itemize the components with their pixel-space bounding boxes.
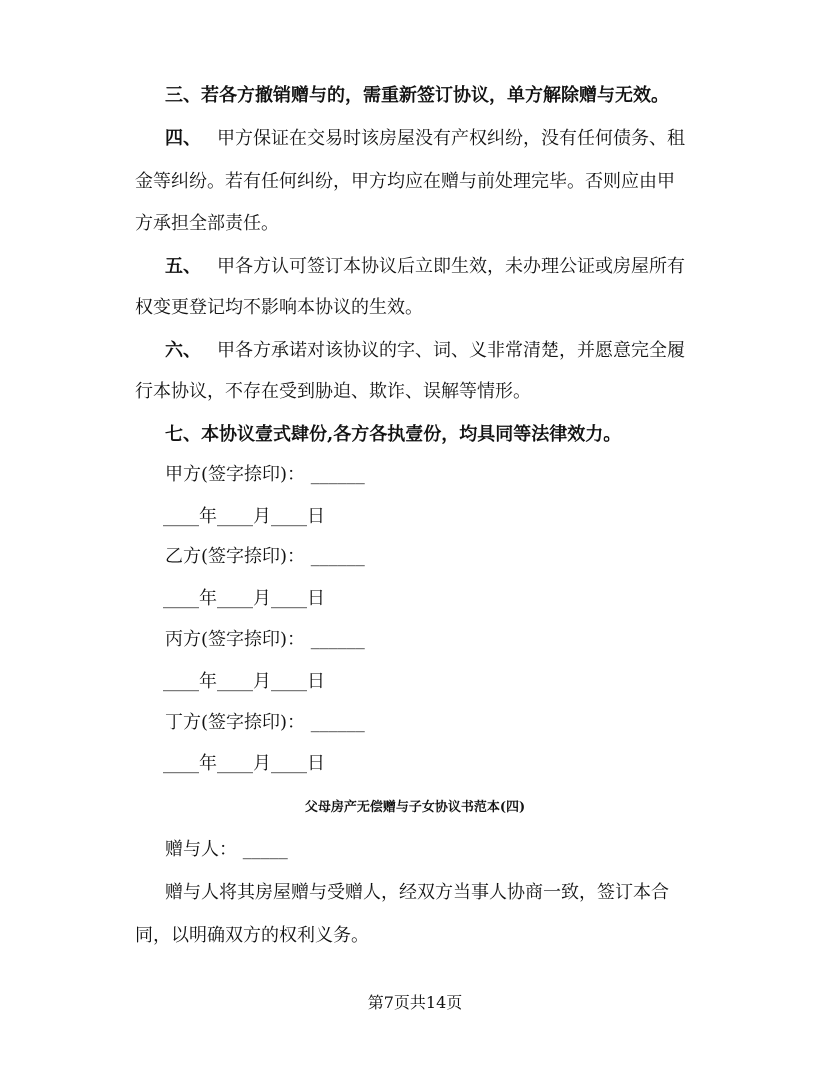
clause-4-line-2: 金等纠纷。若有任何纠纷，甲方均应在赠与前处理完毕。否则应由甲 (135, 171, 675, 192)
clause-4-line-1 (165, 127, 685, 151)
signature-party-c: 丙方(签字捺印)： ______ (165, 629, 365, 650)
intro-line-2: 同，以明确双方的权利义务。 (135, 925, 369, 946)
clause-5-label: 五、 (165, 256, 201, 277)
intro-line-1: 赠与人将其房屋赠与受赠人，经双方当事人协商一致，签订本合 (165, 882, 669, 903)
date-party-b: ____年____月____日 (163, 588, 325, 609)
date-party-d: ____年____月____日 (163, 753, 325, 774)
clause-6-label: 六、 (165, 340, 201, 361)
signature-party-a: 甲方(签字捺印)： ______ (165, 464, 365, 485)
clause-6-text-1: 甲各方承诺对该协议的字、词、义非常清楚，并愿意完全履 (217, 340, 685, 361)
date-party-a: ____年____月____日 (163, 506, 325, 527)
clause-4-label: 四、 (165, 128, 201, 149)
date-party-c: ____年____月____日 (163, 671, 325, 692)
clause-5-line-2: 权变更登记均不影响本协议的生效。 (135, 297, 423, 318)
clause-4-text-1: 甲方保证在交易时该房屋没有产权纠纷，没有任何债务、租 (217, 128, 685, 149)
clause-5-text-1: 甲各方认可签订本协议后立即生效，未办理公证或房屋所有 (217, 256, 685, 277)
signature-party-d: 丁方(签字捺印)： ______ (165, 712, 365, 733)
signature-party-b: 乙方(签字捺印)： ______ (165, 546, 365, 567)
clause-6-line-2: 行本协议，不存在受到胁迫、欺诈、误解等情形。 (135, 381, 531, 402)
clause-5-line-1 (165, 255, 685, 279)
clause-7: 七、本协议壹式肆份,各方各执壹份，均具同等法律效力。 (165, 424, 622, 445)
clause-3: 三、若各方撤销赠与的，需重新签订协议，单方解除赠与无效。 (165, 85, 669, 106)
section-title: 父母房产无偿赠与子女协议书范本(四) (304, 800, 526, 815)
clause-4-line-3: 方承担全部责任。 (135, 213, 279, 234)
clause-6-line-1 (165, 339, 685, 363)
donor-field: 赠与人： _____ (165, 839, 288, 860)
page-number-footer: 第7页共14页 (367, 993, 463, 1012)
